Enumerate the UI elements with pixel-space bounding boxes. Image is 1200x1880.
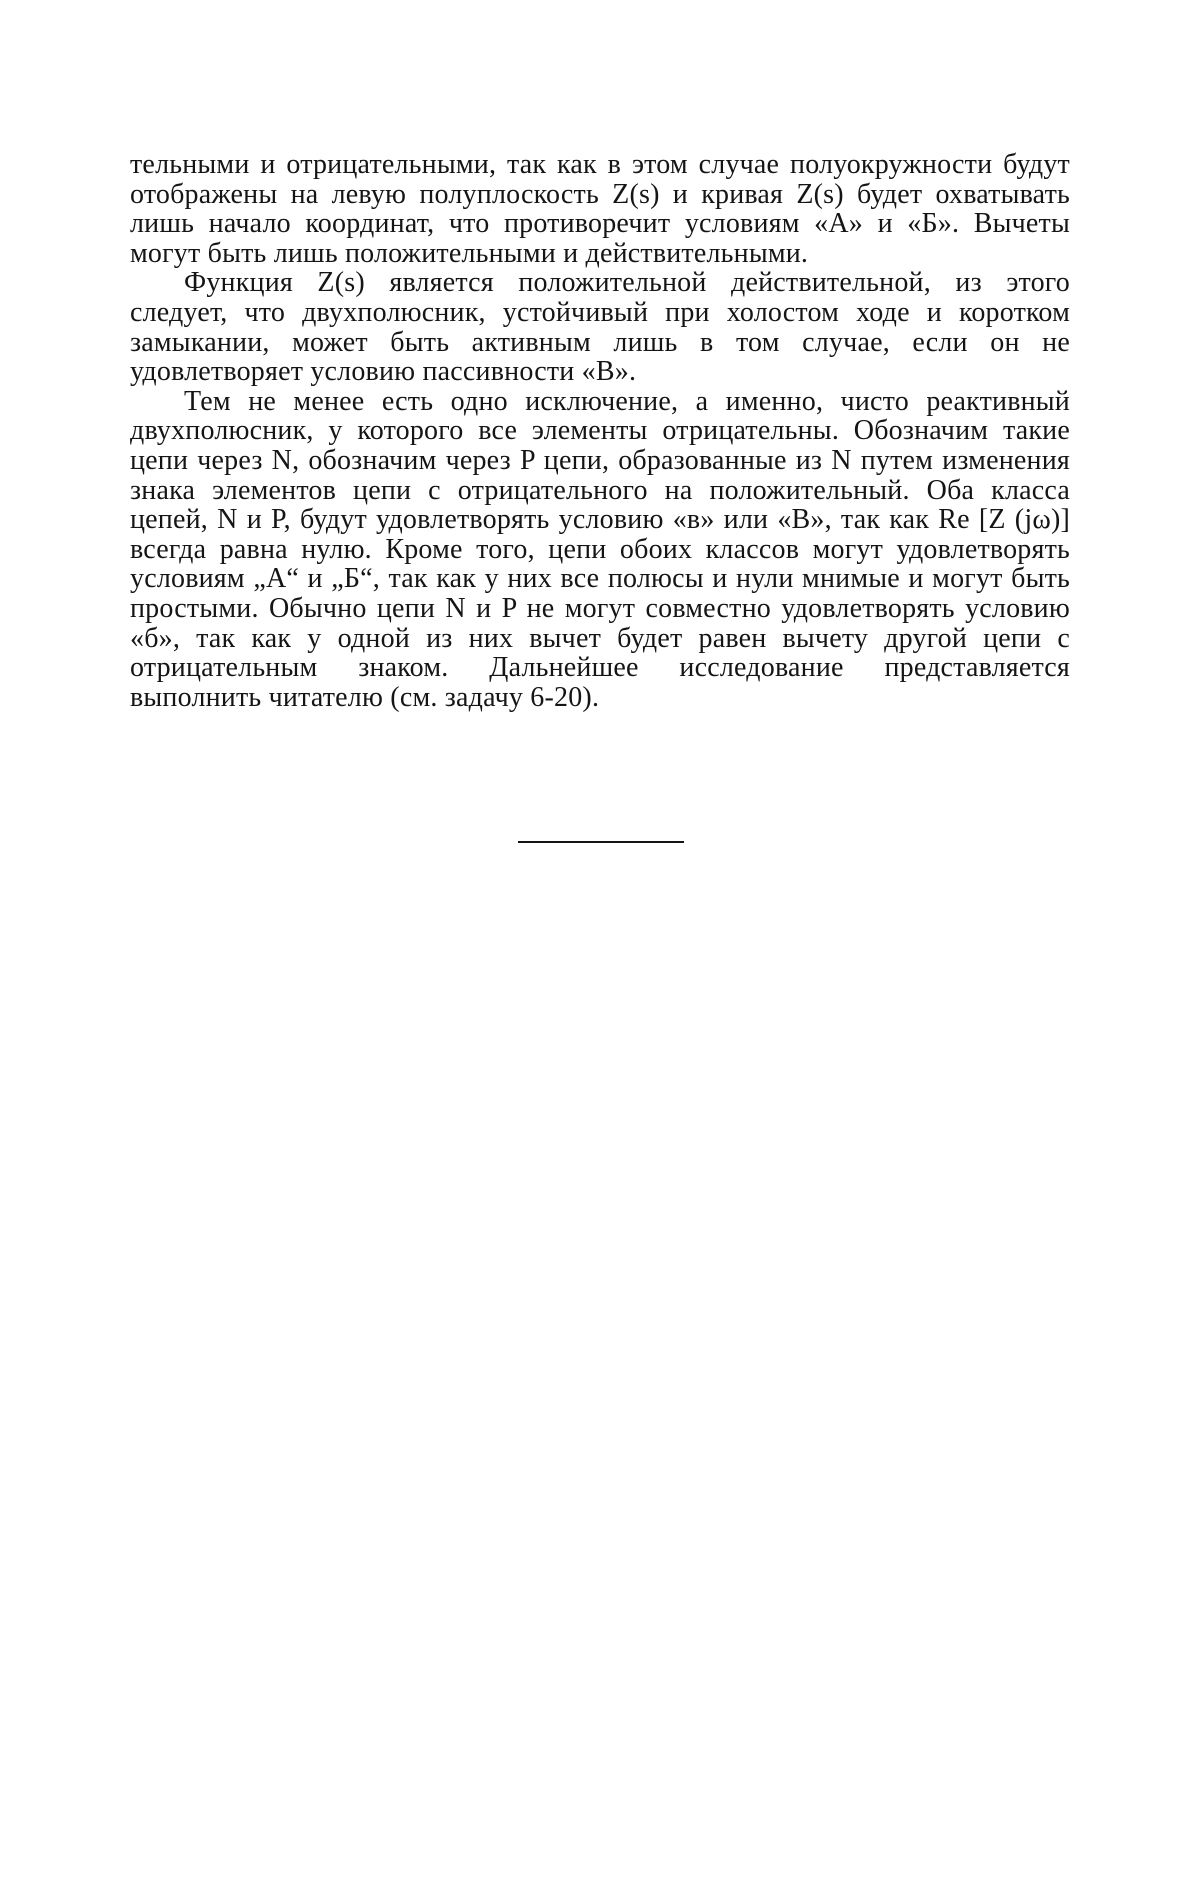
paragraph-continuation: тельными и отрицательными, так как в этом случае полуокружности будут отображены на левую полуплоскость Z(s) и кривая Z(s) будет охватывать лишь начало координат, что противоречит условиям «А» и «Б». Вычеты могут быть лишь положительными и действительными. xyxy=(130,149,1070,269)
section-end-rule xyxy=(518,841,684,843)
document-body xyxy=(130,150,1070,712)
paragraph-exception: Тем не менее есть одно исключение, а именно, чисто реактивный двухполюсник, у которого все элементы отрицательны. Обозначим такие цепи через N, обозначим через P цепи, образованные из N путем изменения знака элементов цепи с отрицательного на положительный. Оба класса цепей, N и P, будут удовлетворять условию «в» или «В», так как Re [Z (jω)] всегда равна нулю. Кроме того, цепи обоих классов могут удовлетворять условиям „А“ и „Б“, так как у них все полюсы и нули мнимые и могут быть простыми. Обычно цепи N и P не могут совместно удовлетворять условию «б», так как у одной из них вычет будет равен вычету другой цепи с отрицательным знаком. Дальнейшее исследование представляется выполнить читателю (см. задачу 6-20). xyxy=(130,385,1070,713)
paragraph-function-z: Функция Z(s) является положительной действительной, из этого следует, что двухполюсник, устойчивый при холостом ходе и коротком замыкании, может быть активным лишь в том случае, если он не удовлетворяет условию пассивности «В». xyxy=(130,267,1070,388)
